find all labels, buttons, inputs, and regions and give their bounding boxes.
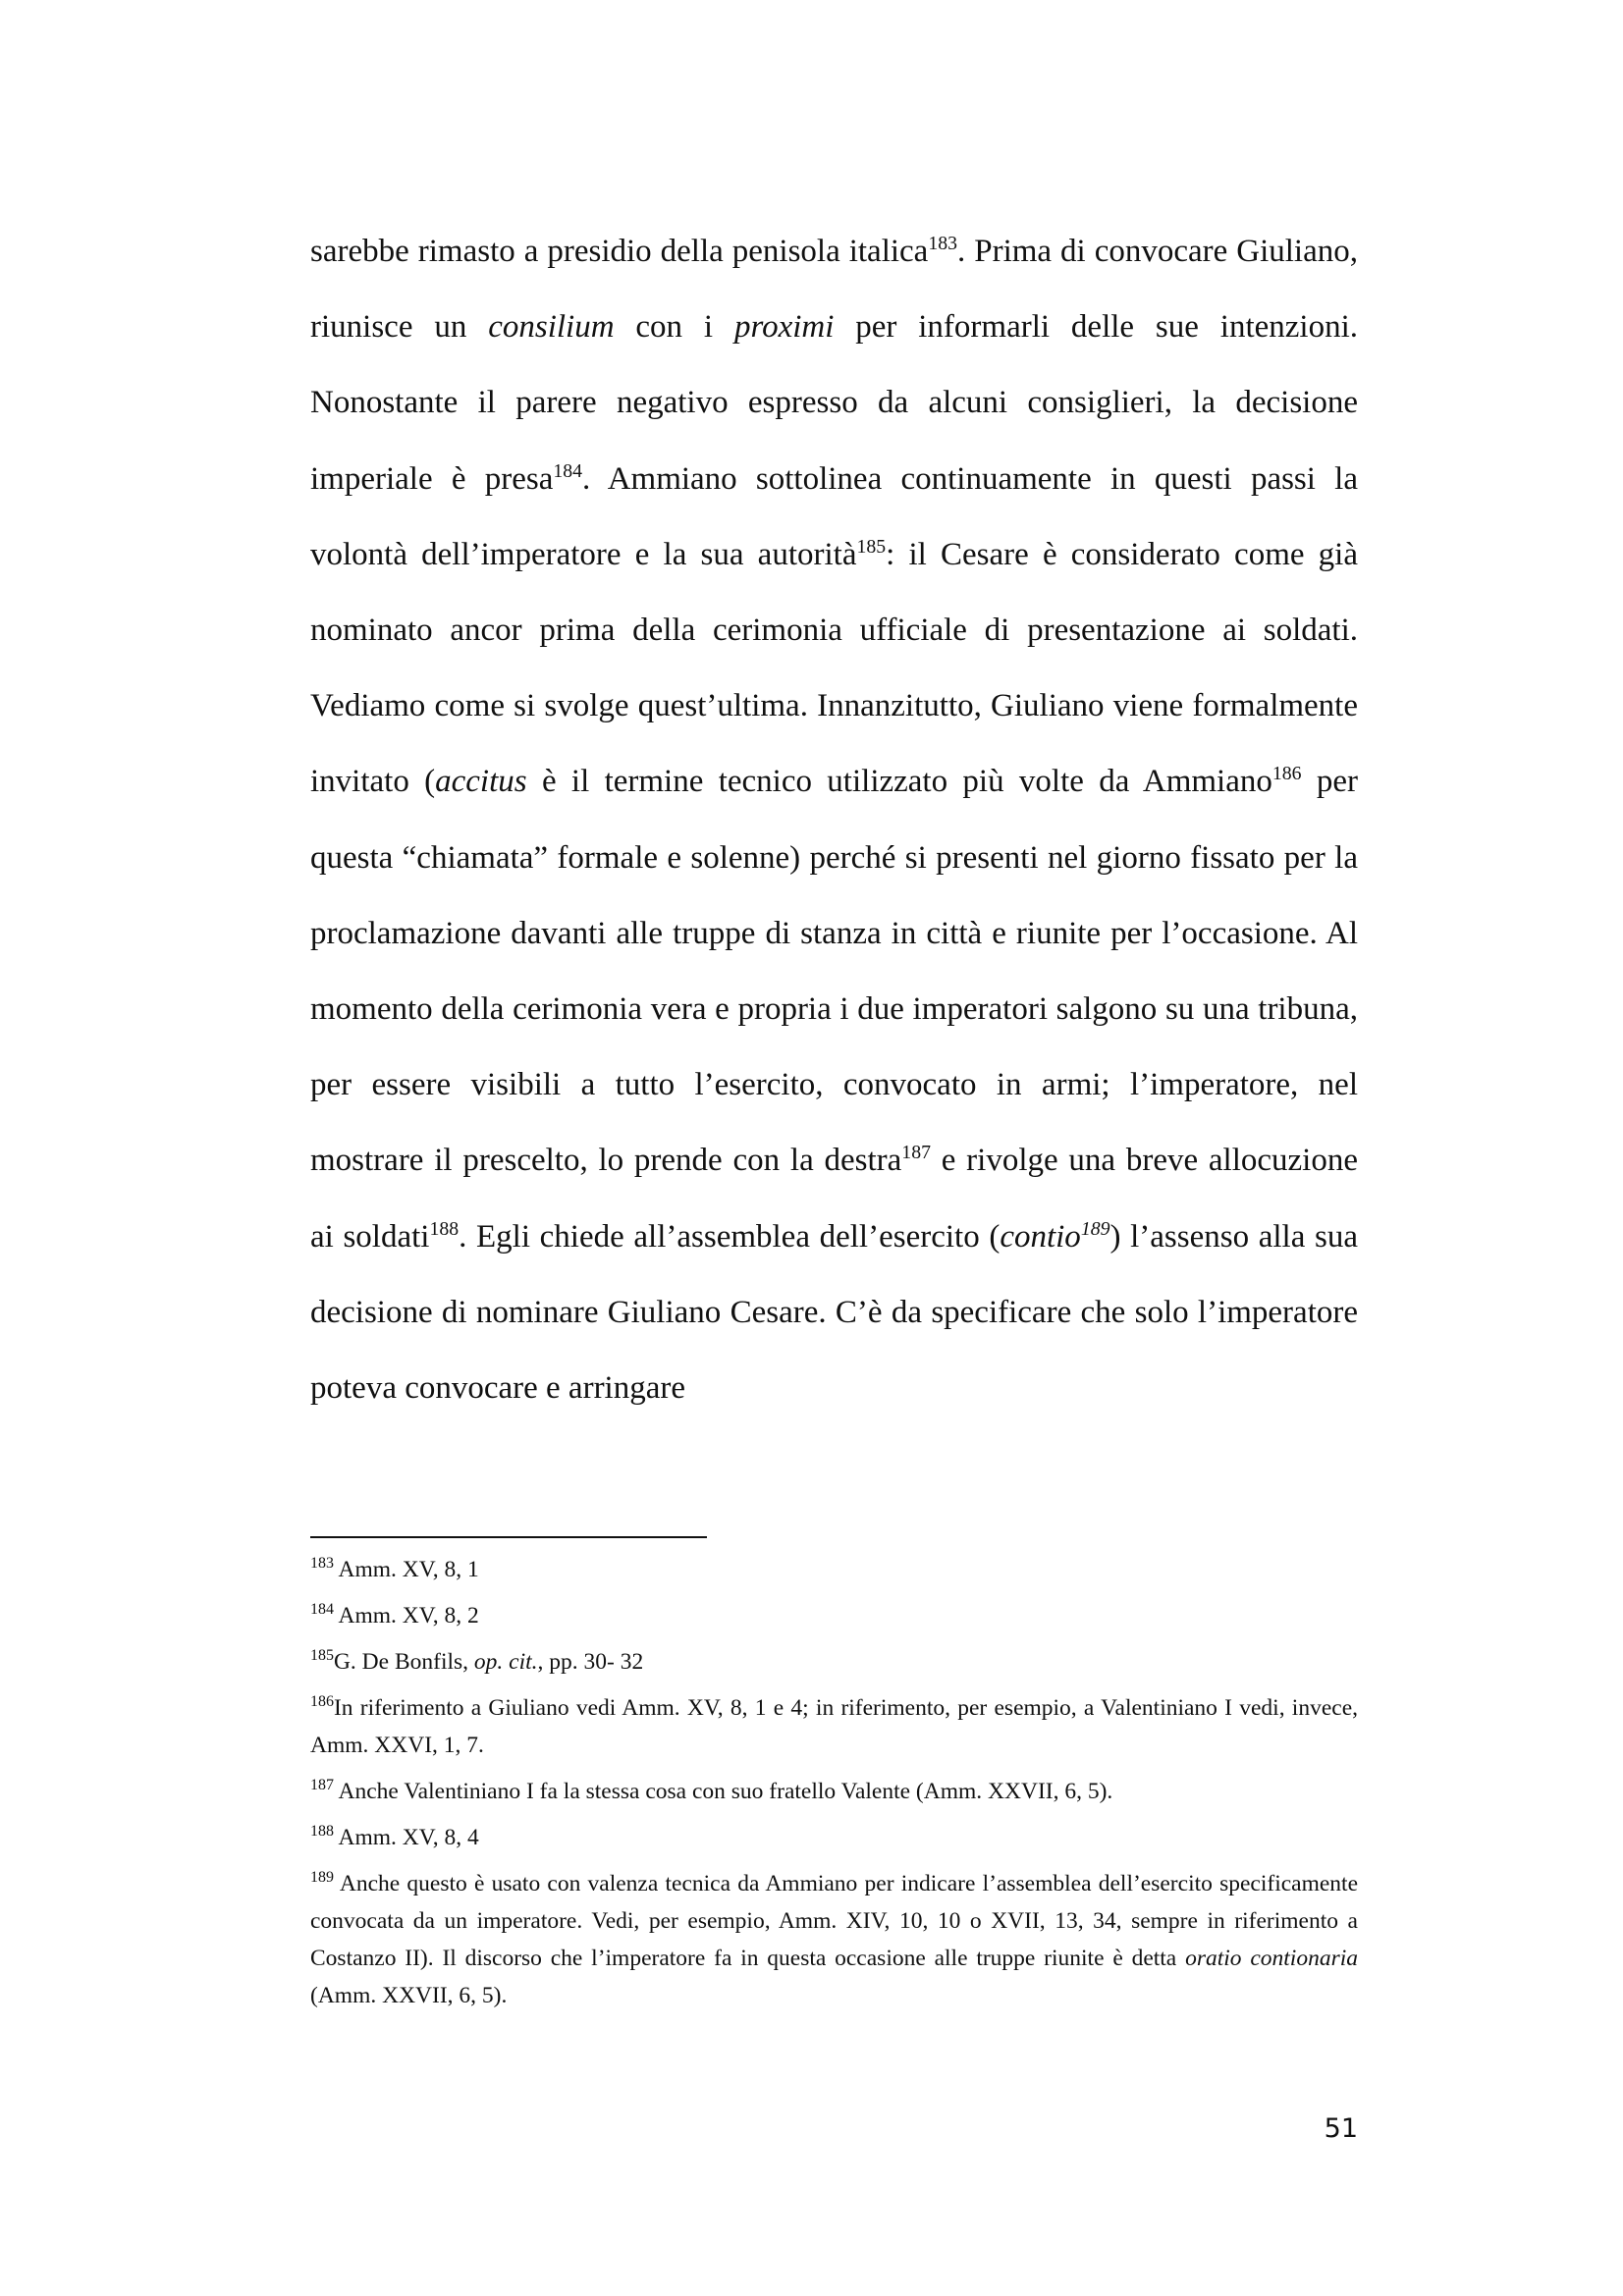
body-text-run: : il Cesare è considerato come già nominato ancor prima della cerimonia ufficiale di presentazione ai soldati. Vediamo come si svolge quest’ultima. Innanzitutto, Giuliano viene formalmente invitato ( xyxy=(310,536,1359,800)
footnote-185 xyxy=(310,1643,1358,1681)
italic-term-consilium: consilium xyxy=(488,309,615,346)
italic-term-contio: contio xyxy=(1000,1218,1081,1255)
body-text-run: . Prima di convocare Giuliano, riunisce un xyxy=(310,234,1359,346)
footnote-183 xyxy=(310,1551,1358,1588)
footnote-text: Amm. XV, 8, 2 xyxy=(333,1603,479,1629)
body-text-run: per questa “chiamata” formale e solenne) perché si presenti nel giorno fissato per la proclamazione davanti alle truppe di stanza in città e riunite per l’occasione. Al momento della cerimonia vera e propria i due imperatori salgono su una tribuna, per essere visibili a tutto l’esercito, convocato in armi; l’imperatore, nel mostrare il prescelto, lo prende con la destra xyxy=(310,764,1359,1179)
main-paragraph xyxy=(310,214,1358,1426)
footnote-text: Amm. XV, 8, 1 xyxy=(333,1557,479,1582)
footnote-ref-183[interactable]: 183 xyxy=(928,233,958,254)
footnote-mark: 185 xyxy=(310,1647,334,1665)
body-text-run: . Egli chiede all’assemblea dell’esercito ( xyxy=(459,1218,1001,1255)
footnote-text: G. De Bonfils, xyxy=(333,1649,474,1675)
footnote-mark: 189 xyxy=(310,1869,334,1887)
footnote-mark: 186 xyxy=(310,1693,334,1711)
italic-term-proximi: proximi xyxy=(733,309,835,346)
footnote-text: In riferimento a Giuliano vedi Amm. XV, 8, 1 e 4; in riferimento, per esempio, a Valentiniano I vedi, invece, Amm. XXVI, 1, 7. xyxy=(310,1695,1358,1758)
footnote-184 xyxy=(310,1597,1358,1634)
footnote-text: (Amm. XXVII, 6, 5). xyxy=(310,1983,508,2008)
footnote-ref-186[interactable]: 186 xyxy=(1271,763,1302,785)
footnote-ref-185[interactable]: 185 xyxy=(856,535,887,558)
footnotes-section xyxy=(310,1551,1358,2023)
page-number: 51 xyxy=(1324,2113,1358,2144)
footnote-ref-187[interactable]: 187 xyxy=(901,1142,931,1164)
footnote-186 xyxy=(310,1689,1358,1764)
footnote-mark: 188 xyxy=(310,1823,334,1841)
body-text-run: è il termine tecnico utilizzato più volte da Ammiano xyxy=(526,764,1272,800)
footnote-ref-188[interactable]: 188 xyxy=(429,1217,460,1240)
footnote-text: , pp. 30- 32 xyxy=(537,1649,644,1675)
footnote-mark: 187 xyxy=(310,1777,334,1794)
footnote-187 xyxy=(310,1773,1358,1810)
body-text-run: . Ammiano sottolinea continuamente in questi passi la volontà dell’imperatore e la sua autorità xyxy=(310,460,1358,572)
body-text-run: e rivolge una breve allocuzione ai soldati xyxy=(310,1143,1358,1255)
body-text-run: ) l’assenso alla sua decisione di nominare Giuliano Cesare. C’è da specificare che solo l’imperatore poteva convocare e arringare xyxy=(310,1218,1358,1407)
footnote-ref-184[interactable]: 184 xyxy=(553,459,583,482)
footnote-text: Amm. XV, 8, 4 xyxy=(333,1825,479,1850)
footnote-188 xyxy=(310,1819,1358,1856)
footnote-189 xyxy=(310,1865,1358,2014)
footnote-mark: 184 xyxy=(310,1601,334,1619)
footnote-italic: oratio contionaria xyxy=(1185,1946,1358,1971)
footnote-text: Anche questo è usato con valenza tecnica da Ammiano per indicare l’assemblea dell’esercito specificamente convocata da un imperatore. Vedi, per esempio, Amm. XIV, 10, 10 o XVII, 13, 34, sempre in riferimento a Costanzo II). Il discorso che l’imperatore fa in questa occasione alle truppe riunite è detta xyxy=(310,1871,1358,1971)
footnote-ref-189[interactable]: 189 xyxy=(1080,1217,1110,1240)
footnote-separator xyxy=(310,1536,707,1538)
body-text-run: con i xyxy=(614,309,734,346)
body-text-run: per informarli delle sue intenzioni. Nonostante il parere negativo espresso da alcuni consiglieri, la decisione imperiale è presa xyxy=(310,309,1358,497)
footnote-mark: 183 xyxy=(310,1555,334,1573)
body-text-run: sarebbe rimasto a presidio della penisola italica xyxy=(310,234,929,269)
italic-term-accitus: accitus xyxy=(435,764,527,800)
footnote-text: Anche Valentiniano I fa la stessa cosa con suo fratello Valente (Amm. XXVII, 6, 5). xyxy=(333,1779,1113,1804)
footnote-italic: op. cit. xyxy=(473,1649,538,1675)
